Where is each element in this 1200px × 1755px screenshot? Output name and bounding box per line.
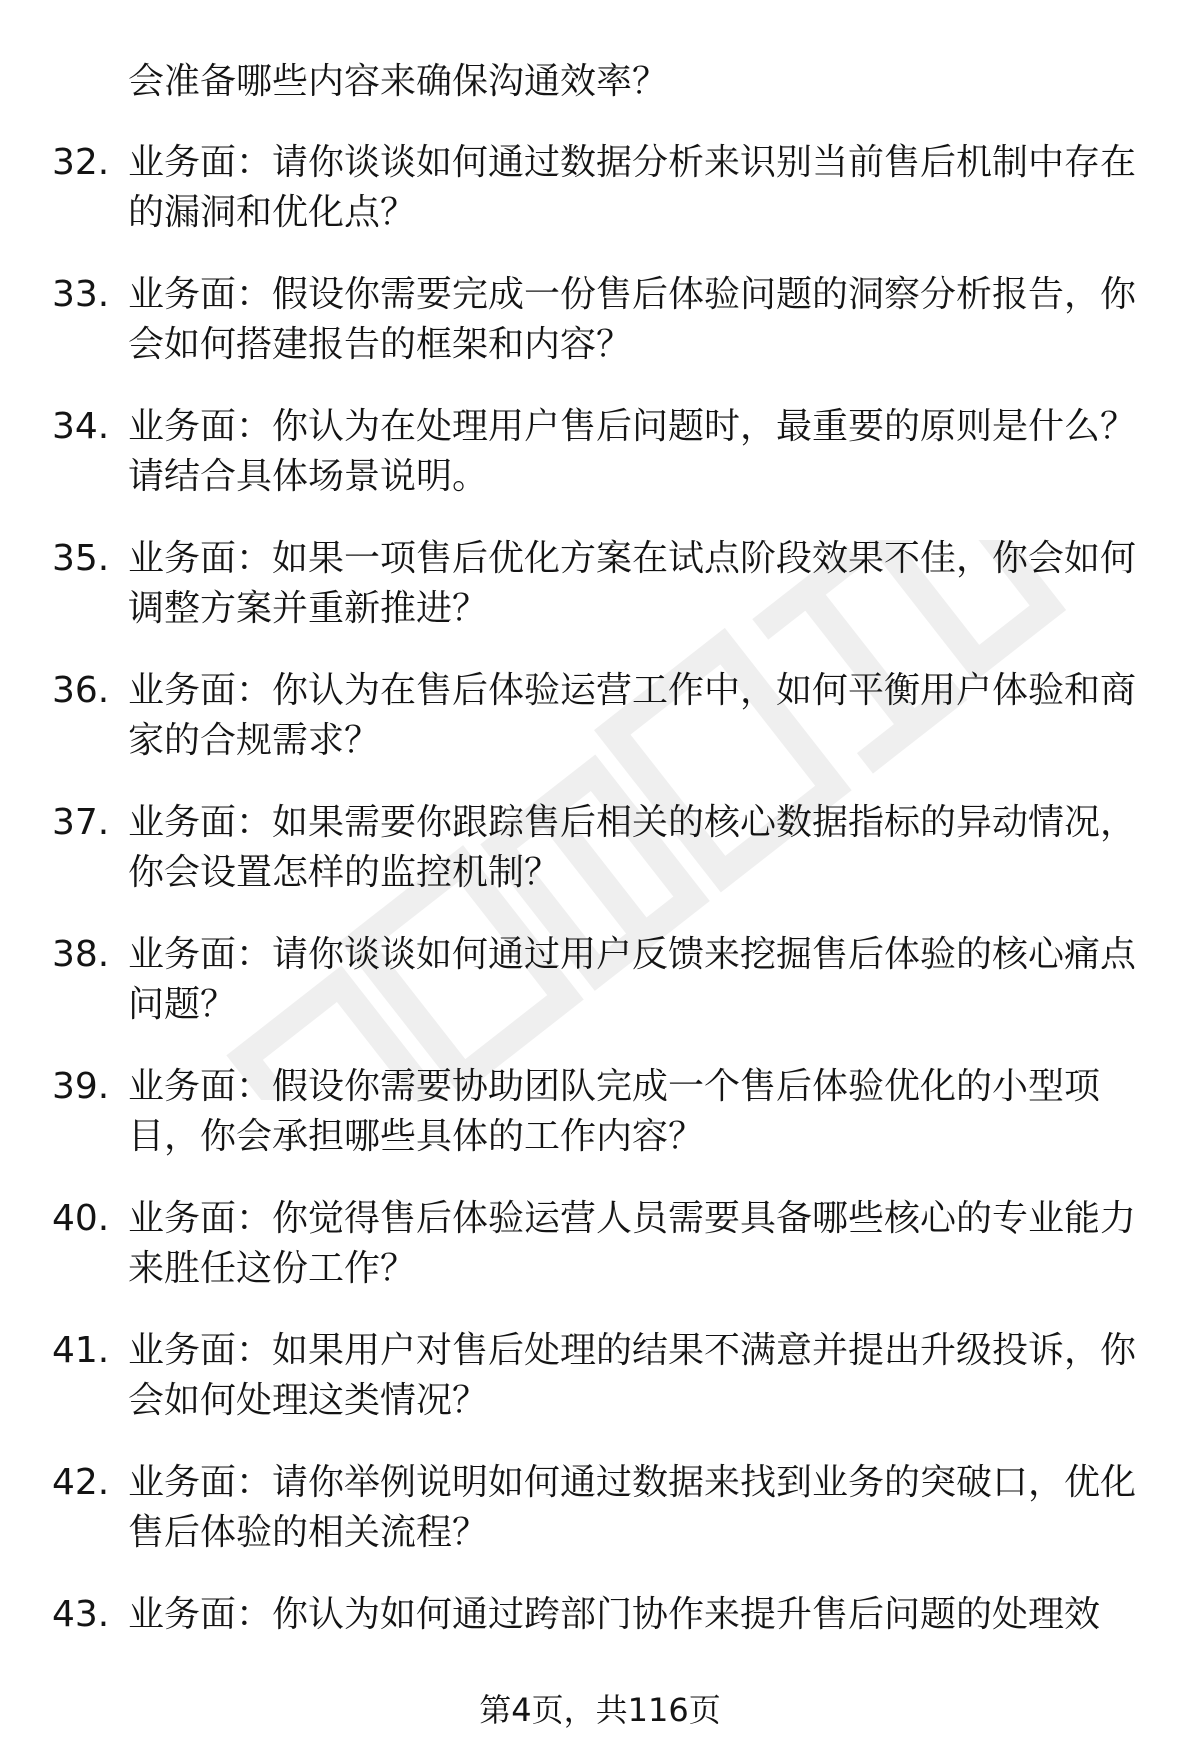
item-number: 36. (52, 670, 110, 711)
item-number: 38. (52, 934, 110, 975)
list-item (0, 798, 1200, 930)
item-line: 会如何搭建报告的框架和内容？ (128, 324, 633, 365)
list-item (0, 666, 1200, 798)
list-item (0, 270, 1200, 402)
item-number: 33. (52, 274, 110, 315)
item-number: 39. (52, 1066, 110, 1107)
item-number: 37. (52, 802, 110, 843)
list-item (0, 1062, 1200, 1194)
list-item (0, 1194, 1200, 1326)
item-line: 目，你会承担哪些具体的工作内容？ (128, 1116, 705, 1157)
item-line: 业务面：请你谈谈如何通过用户反馈来挖掘售后体验的核心痛点 (128, 934, 1137, 975)
item-line: 业务面：你认为在售后体验运营工作中，如何平衡用户体验和商 (128, 670, 1137, 711)
list-item (0, 534, 1200, 666)
list-item (0, 930, 1200, 1062)
item-line: 业务面：请你举例说明如何通过数据来找到业务的突破口，优化 (128, 1462, 1137, 1503)
item-number: 41. (52, 1330, 110, 1371)
item-number: 35. (52, 538, 110, 579)
item-text (128, 1062, 1148, 1162)
item-line: 业务面：如果用户对售后处理的结果不满意并提出升级投诉，你 (128, 1330, 1137, 1371)
continuation-text: 会准备哪些内容来确保沟通效率？ (128, 61, 669, 102)
question-list (0, 138, 1200, 1722)
item-line: 售后体验的相关流程？ (128, 1512, 489, 1553)
item-number: 43. (52, 1594, 110, 1635)
item-text (128, 1458, 1148, 1558)
list-item (0, 1326, 1200, 1458)
page-footer: 第4页，共116页 (479, 1691, 721, 1729)
list-item (0, 138, 1200, 270)
list-item (0, 1458, 1200, 1590)
item-number: 32. (52, 142, 110, 183)
item-line: 业务面：你觉得售后体验运营人员需要具备哪些核心的专业能力 (128, 1198, 1137, 1239)
item-line: 来胜任这份工作？ (128, 1248, 417, 1289)
item-line: 的漏洞和优化点？ (128, 192, 417, 233)
item-text (128, 534, 1148, 634)
item-text (128, 1590, 1148, 1640)
item-number: 42. (52, 1462, 110, 1503)
list-item (0, 402, 1200, 534)
item-text (128, 798, 1148, 898)
item-line: 调整方案并重新推进？ (128, 588, 489, 629)
item-number: 40. (52, 1198, 110, 1239)
item-line: 业务面：如果一项售后优化方案在试点阶段效果不佳，你会如何 (128, 538, 1137, 579)
item-line: 业务面：假设你需要协助团队完成一个售后体验优化的小型项 (128, 1066, 1101, 1107)
item-text (128, 270, 1148, 370)
item-text (128, 666, 1148, 766)
item-text (128, 1194, 1148, 1294)
item-line: 你会设置怎样的监控机制？ (128, 852, 561, 893)
item-line: 会如何处理这类情况？ (128, 1380, 489, 1421)
item-text (128, 138, 1148, 238)
item-line: 请结合具体场景说明。 (128, 456, 489, 497)
item-line: 家的合规需求？ (128, 720, 381, 761)
item-line: 业务面：如果需要你跟踪售后相关的核心数据指标的异动情况， (128, 802, 1137, 843)
item-line: 业务面：请你谈谈如何通过数据分析来识别当前售后机制中存在 (128, 142, 1137, 183)
item-line: 业务面：你认为如何通过跨部门协作来提升售后问题的处理效 (128, 1594, 1101, 1635)
item-line: 问题？ (128, 984, 237, 1025)
item-number: 34. (52, 406, 110, 447)
item-text (128, 1326, 1148, 1426)
item-text (128, 402, 1148, 502)
item-line: 业务面：你认为在处理用户售后问题时，最重要的原则是什么？ (128, 406, 1137, 447)
item-line: 业务面：假设你需要完成一份售后体验问题的洞察分析报告，你 (128, 274, 1137, 315)
item-text (128, 930, 1148, 1030)
